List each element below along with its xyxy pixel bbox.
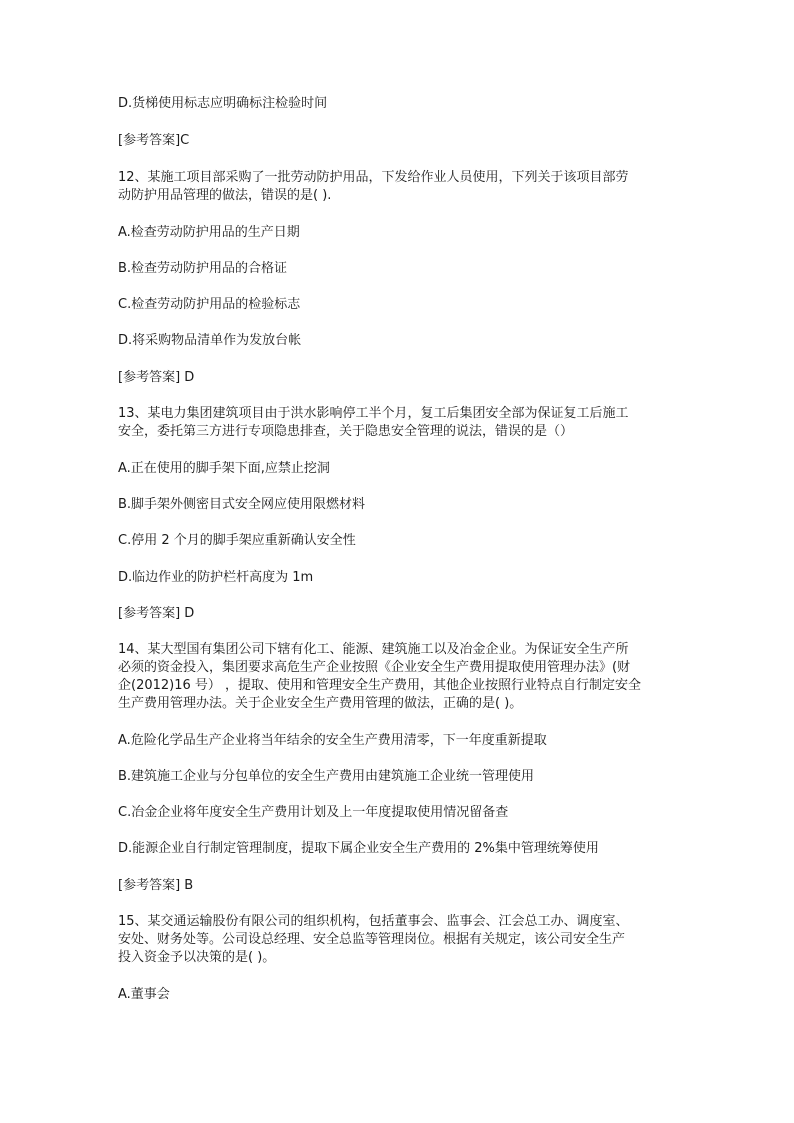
question-13-line-1: 13、某电力集团建筑项目由于洪水影响停工半个月，复工后集团安全部为保证复工后施工	[118, 406, 629, 421]
question-15-line-3: 投入资金予以决策的是( )。	[118, 950, 276, 965]
option-a-q15: A.董事会	[118, 987, 170, 1002]
answer-q14: [参考答案] B	[118, 878, 194, 893]
question-12-line-1: 12、某施工项目部采购了一批劳动防护用品，下发给作业人员使用，下列关于该项目部劳	[118, 170, 629, 185]
option-c-q13: C.停用 2 个月的脚手架应重新确认安全性	[118, 533, 356, 548]
question-15-line-1: 15、某交通运输股份有限公司的组织机构，包括董事会、监事会、江会总工办、调度室、	[118, 914, 629, 929]
option-d-q11: D.货梯使用标志应明确标注检验时间	[118, 96, 328, 111]
option-d-q12: D.将采购物品清单作为发放台帐	[118, 333, 302, 348]
answer-q13: [参考答案] D	[118, 606, 195, 621]
question-12-line-2: 动防护用品管理的做法，错误的是( ).	[118, 188, 332, 203]
question-14-line-3: 企(2012)16 号） ，提取、使用和管理安全生产费用，其他企业按照行业特点自行制定安全	[118, 678, 642, 693]
option-b-q13: B.脚手架外侧密目式安全网应使用限燃材料	[118, 497, 366, 512]
option-b-q12: B.检查劳动防护用品的合格证	[118, 261, 288, 276]
option-d-q13: D.临边作业的防护栏杆高度为 1m	[118, 570, 314, 585]
option-c-q14: C.冶金企业将年度安全生产费用计划及上一年度提取使用情况留备查	[118, 805, 509, 820]
option-b-q14: B.建筑施工企业与分包单位的安全生产费用由建筑施工企业统一管理使用	[118, 769, 535, 784]
option-a-q13: A.正在使用的脚手架下面,应禁止挖洞	[118, 461, 330, 476]
option-c-q12: C.检查劳动防护用品的检验标志	[118, 297, 301, 312]
answer-q12: [参考答案] D	[118, 370, 195, 385]
question-14-line-2: 必须的资金投入，集团要求高危生产企业按照《企业安全生产费用提取使用管理办法》(财	[118, 660, 631, 675]
question-14-line-1: 14、某大型国有集团公司下辖有化工、能源、建筑施工以及冶金企业。为保证安全生产所	[118, 642, 629, 657]
answer-q11: [参考答案]C	[118, 133, 190, 148]
option-d-q14: D.能源企业自行制定管理制度，提取下属企业安全生产费用的 2%集中管理统筹使用	[118, 841, 599, 856]
question-15-line-2: 安处、财务处等。公司设总经理、安全总监等管理岗位。根据有关规定，该公司安全生产	[118, 932, 626, 947]
question-14-line-4: 生产费用管理办法。关于企业安全生产费用管理的做法，正确的是( )。	[118, 696, 523, 711]
option-a-q12: A.检查劳动防护用品的生产日期	[118, 225, 300, 240]
question-13-line-2: 安全，委托第三方进行专项隐患排查，关于隐患安全管理的说法，错误的是（）	[118, 424, 574, 439]
option-a-q14: A.危险化学品生产企业将当年结余的安全生产费用清零，下一年度重新提取	[118, 733, 547, 748]
